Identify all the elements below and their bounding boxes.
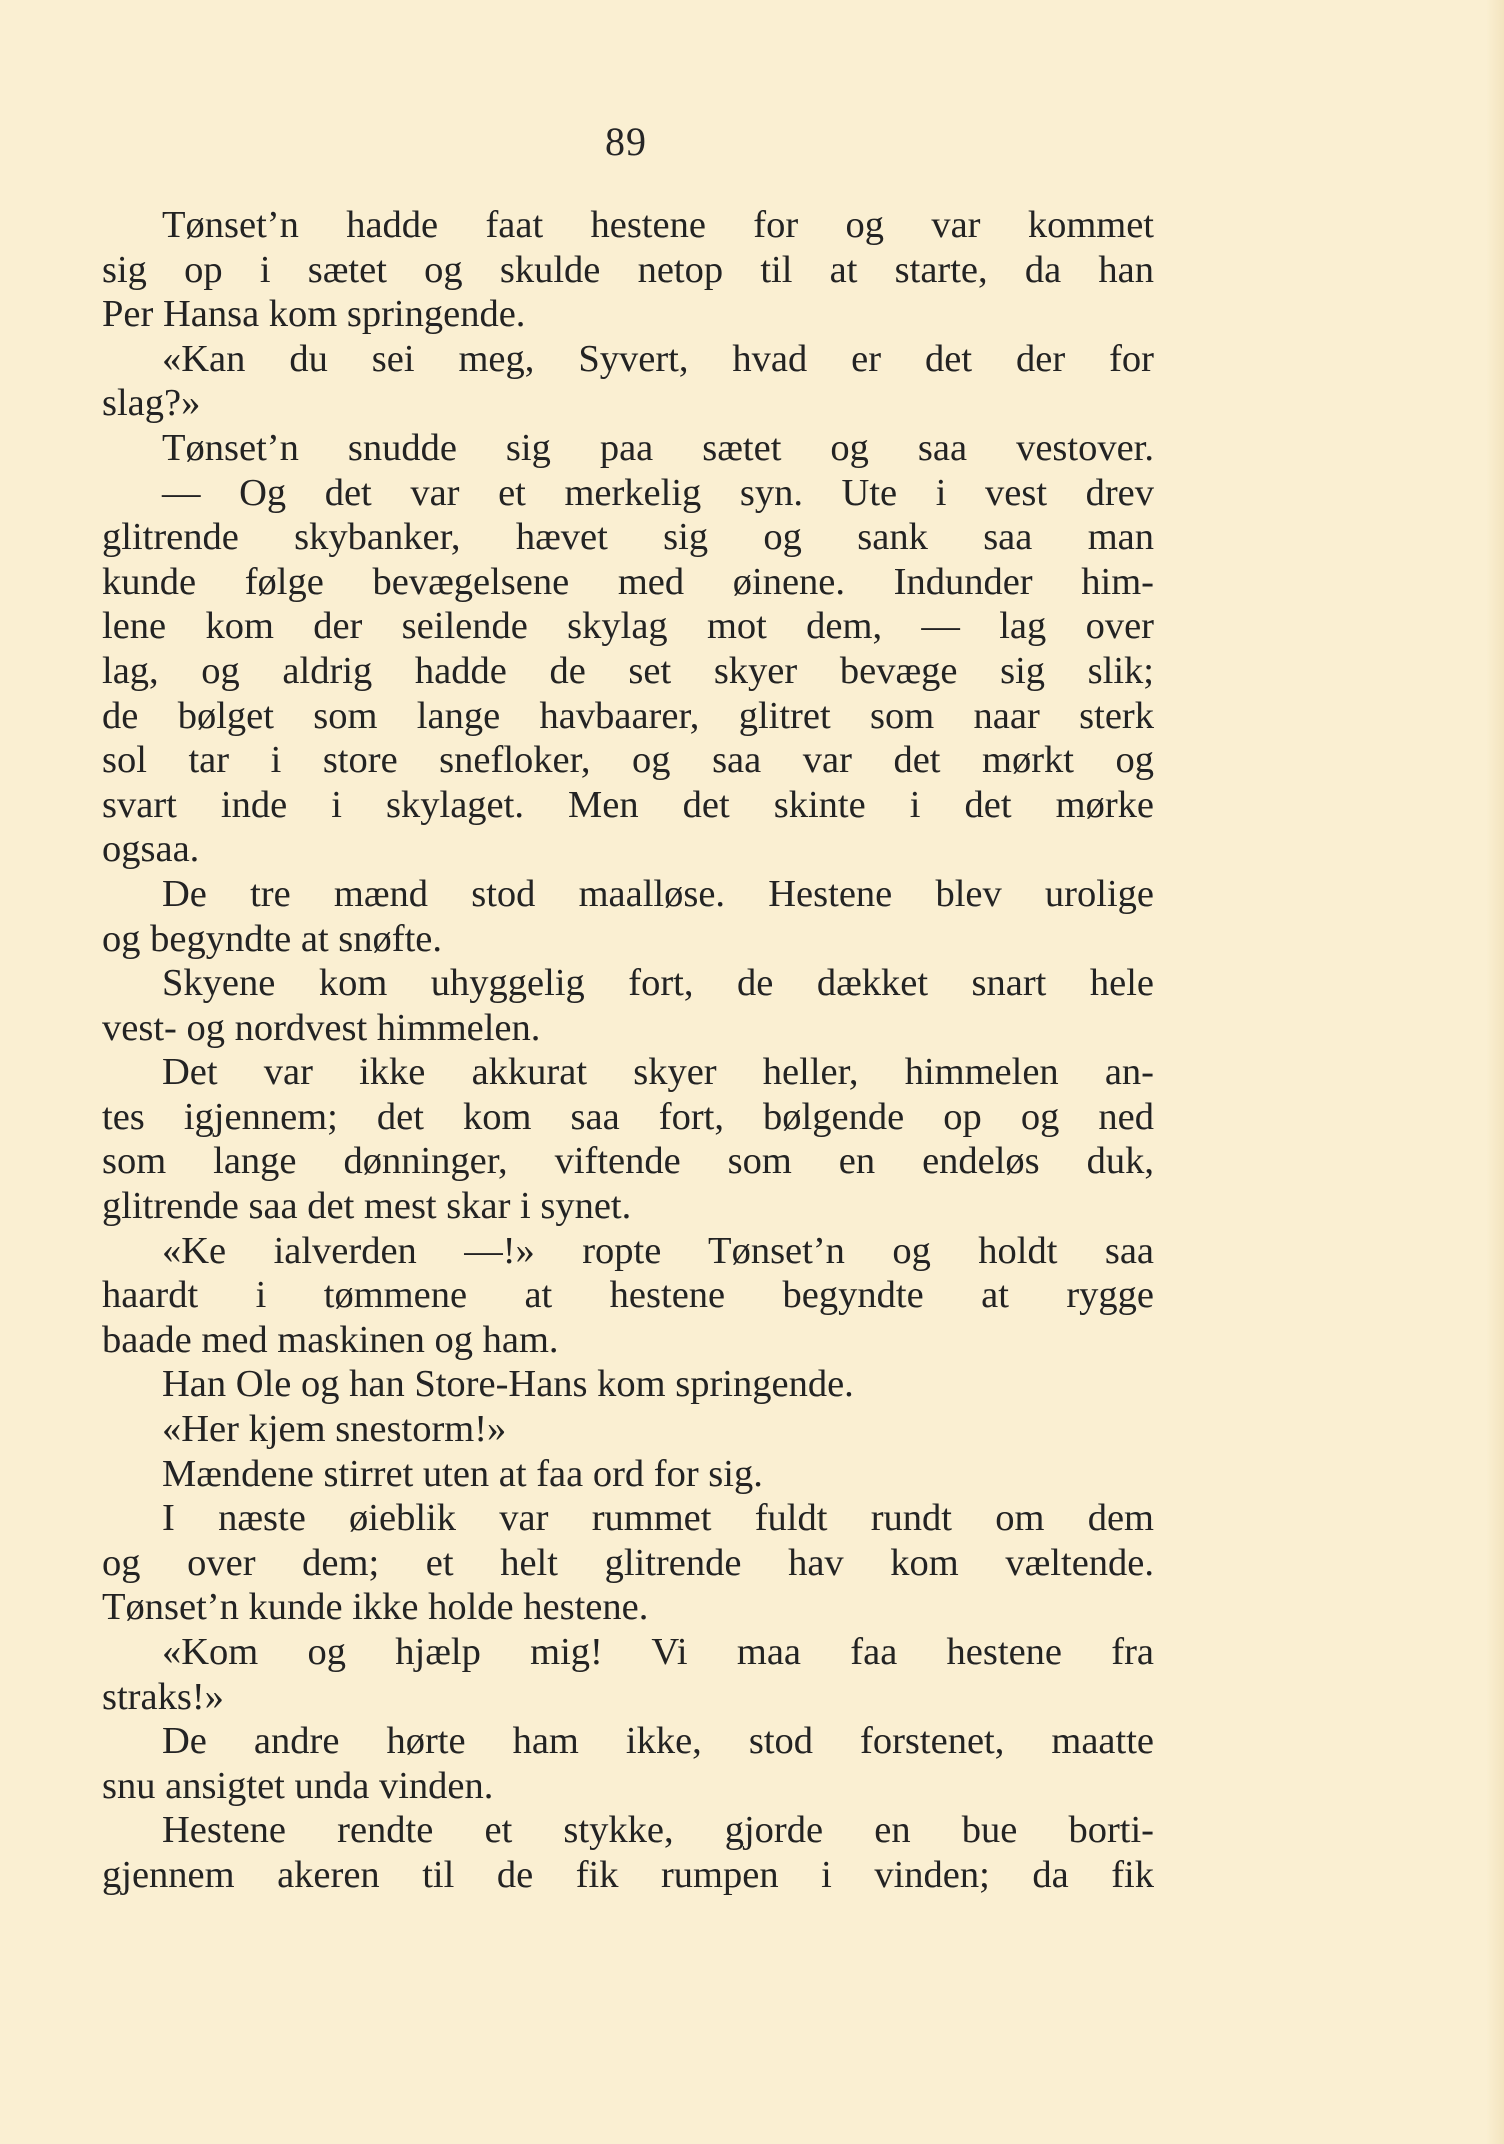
text-line: Tønset’n snudde sig paa sætet og saa vestover. (162, 426, 1154, 469)
text-line: vest- og nordvest himmelen. (102, 1006, 541, 1049)
text-line: «Ke ialverden —!» ropte Tønset’n og holdt saa (162, 1229, 1154, 1272)
text-line: De andre hørte ham ikke, stod forstenet, maatte (162, 1720, 1154, 1763)
text-line: ogsaa. (102, 828, 200, 871)
text-line: gjennem akeren til de fik rumpen i vinden; da fik (102, 1853, 1154, 1896)
text-line: sig op i sætet og skulde netop til at starte, da han (102, 248, 1154, 291)
text-line: De tre mænd stod maalløse. Hestene blev urolige (162, 872, 1154, 915)
page-number: 89 (605, 119, 647, 164)
text-line: Han Ole og han Store-Hans kom springende. (162, 1363, 854, 1406)
text-line: og over dem; et helt glitrende hav kom væltende. (102, 1541, 1154, 1584)
text-line: I næste øieblik var rummet fuldt rundt om dem (162, 1497, 1154, 1540)
text-line: baade med maskinen og ham. (102, 1318, 559, 1361)
text-line: haardt i tømmene at hestene begyndte at rygge (102, 1274, 1154, 1317)
text-line: glitrende saa det mest skar i synet. (102, 1185, 632, 1228)
text-line: Tønset’n kunde ikke holde hestene. (102, 1586, 649, 1629)
text-line: glitrende skybanker, hævet sig og sank saa man (102, 516, 1154, 559)
body-text (102, 203, 1154, 1898)
text-line: Skyene kom uhyggelig fort, de dækket snart hele (162, 962, 1154, 1005)
text-line: Det var ikke akkurat skyer heller, himmelen an- (162, 1051, 1154, 1094)
text-line: «Her kjem snestorm!» (162, 1408, 507, 1451)
text-line: sol tar i store snefloker, og saa var det mørkt og (102, 739, 1154, 782)
text-line: — Og det var et merkelig syn. Ute i vest drev (162, 471, 1154, 514)
text-line: straks!» (102, 1675, 224, 1718)
text-line: som lange dønninger, viftende som en endeløs duk, (102, 1140, 1154, 1183)
text-line: de bølget som lange havbaarer, glitret som naar sterk (102, 694, 1154, 737)
text-line: snu ansigtet unda vinden. (102, 1764, 494, 1807)
text-line: svart inde i skylaget. Men det skinte i det mørke (102, 783, 1154, 826)
text-line: Per Hansa kom springende. (102, 293, 526, 336)
text-line: Mændene stirret uten at faa ord for sig. (162, 1452, 763, 1495)
text-line: og begyndte at snøfte. (102, 917, 442, 960)
text-line: tes igjennem; det kom saa fort, bølgende op og ned (102, 1095, 1154, 1138)
text-line: «Kan du sei meg, Syvert, hvad er det der for (162, 337, 1154, 380)
text-line: lag, og aldrig hadde de set skyer bevæge sig slik; (102, 649, 1154, 692)
text-line: «Kom og hjælp mig! Vi maa faa hestene fra (162, 1631, 1154, 1673)
text-line: kunde følge bevægelsene med øinene. Indunder him- (102, 560, 1154, 603)
text-line: Tønset’n hadde faat hestene for og var kommet (162, 204, 1154, 246)
text-line: Hestene rendte et stykke, gjorde en bue borti- (162, 1809, 1154, 1852)
text-line: slag?» (102, 382, 201, 425)
text-line: lene kom der seilende skylag mot dem, — lag over (102, 605, 1154, 648)
page-edge-shadow (1486, 0, 1504, 2144)
